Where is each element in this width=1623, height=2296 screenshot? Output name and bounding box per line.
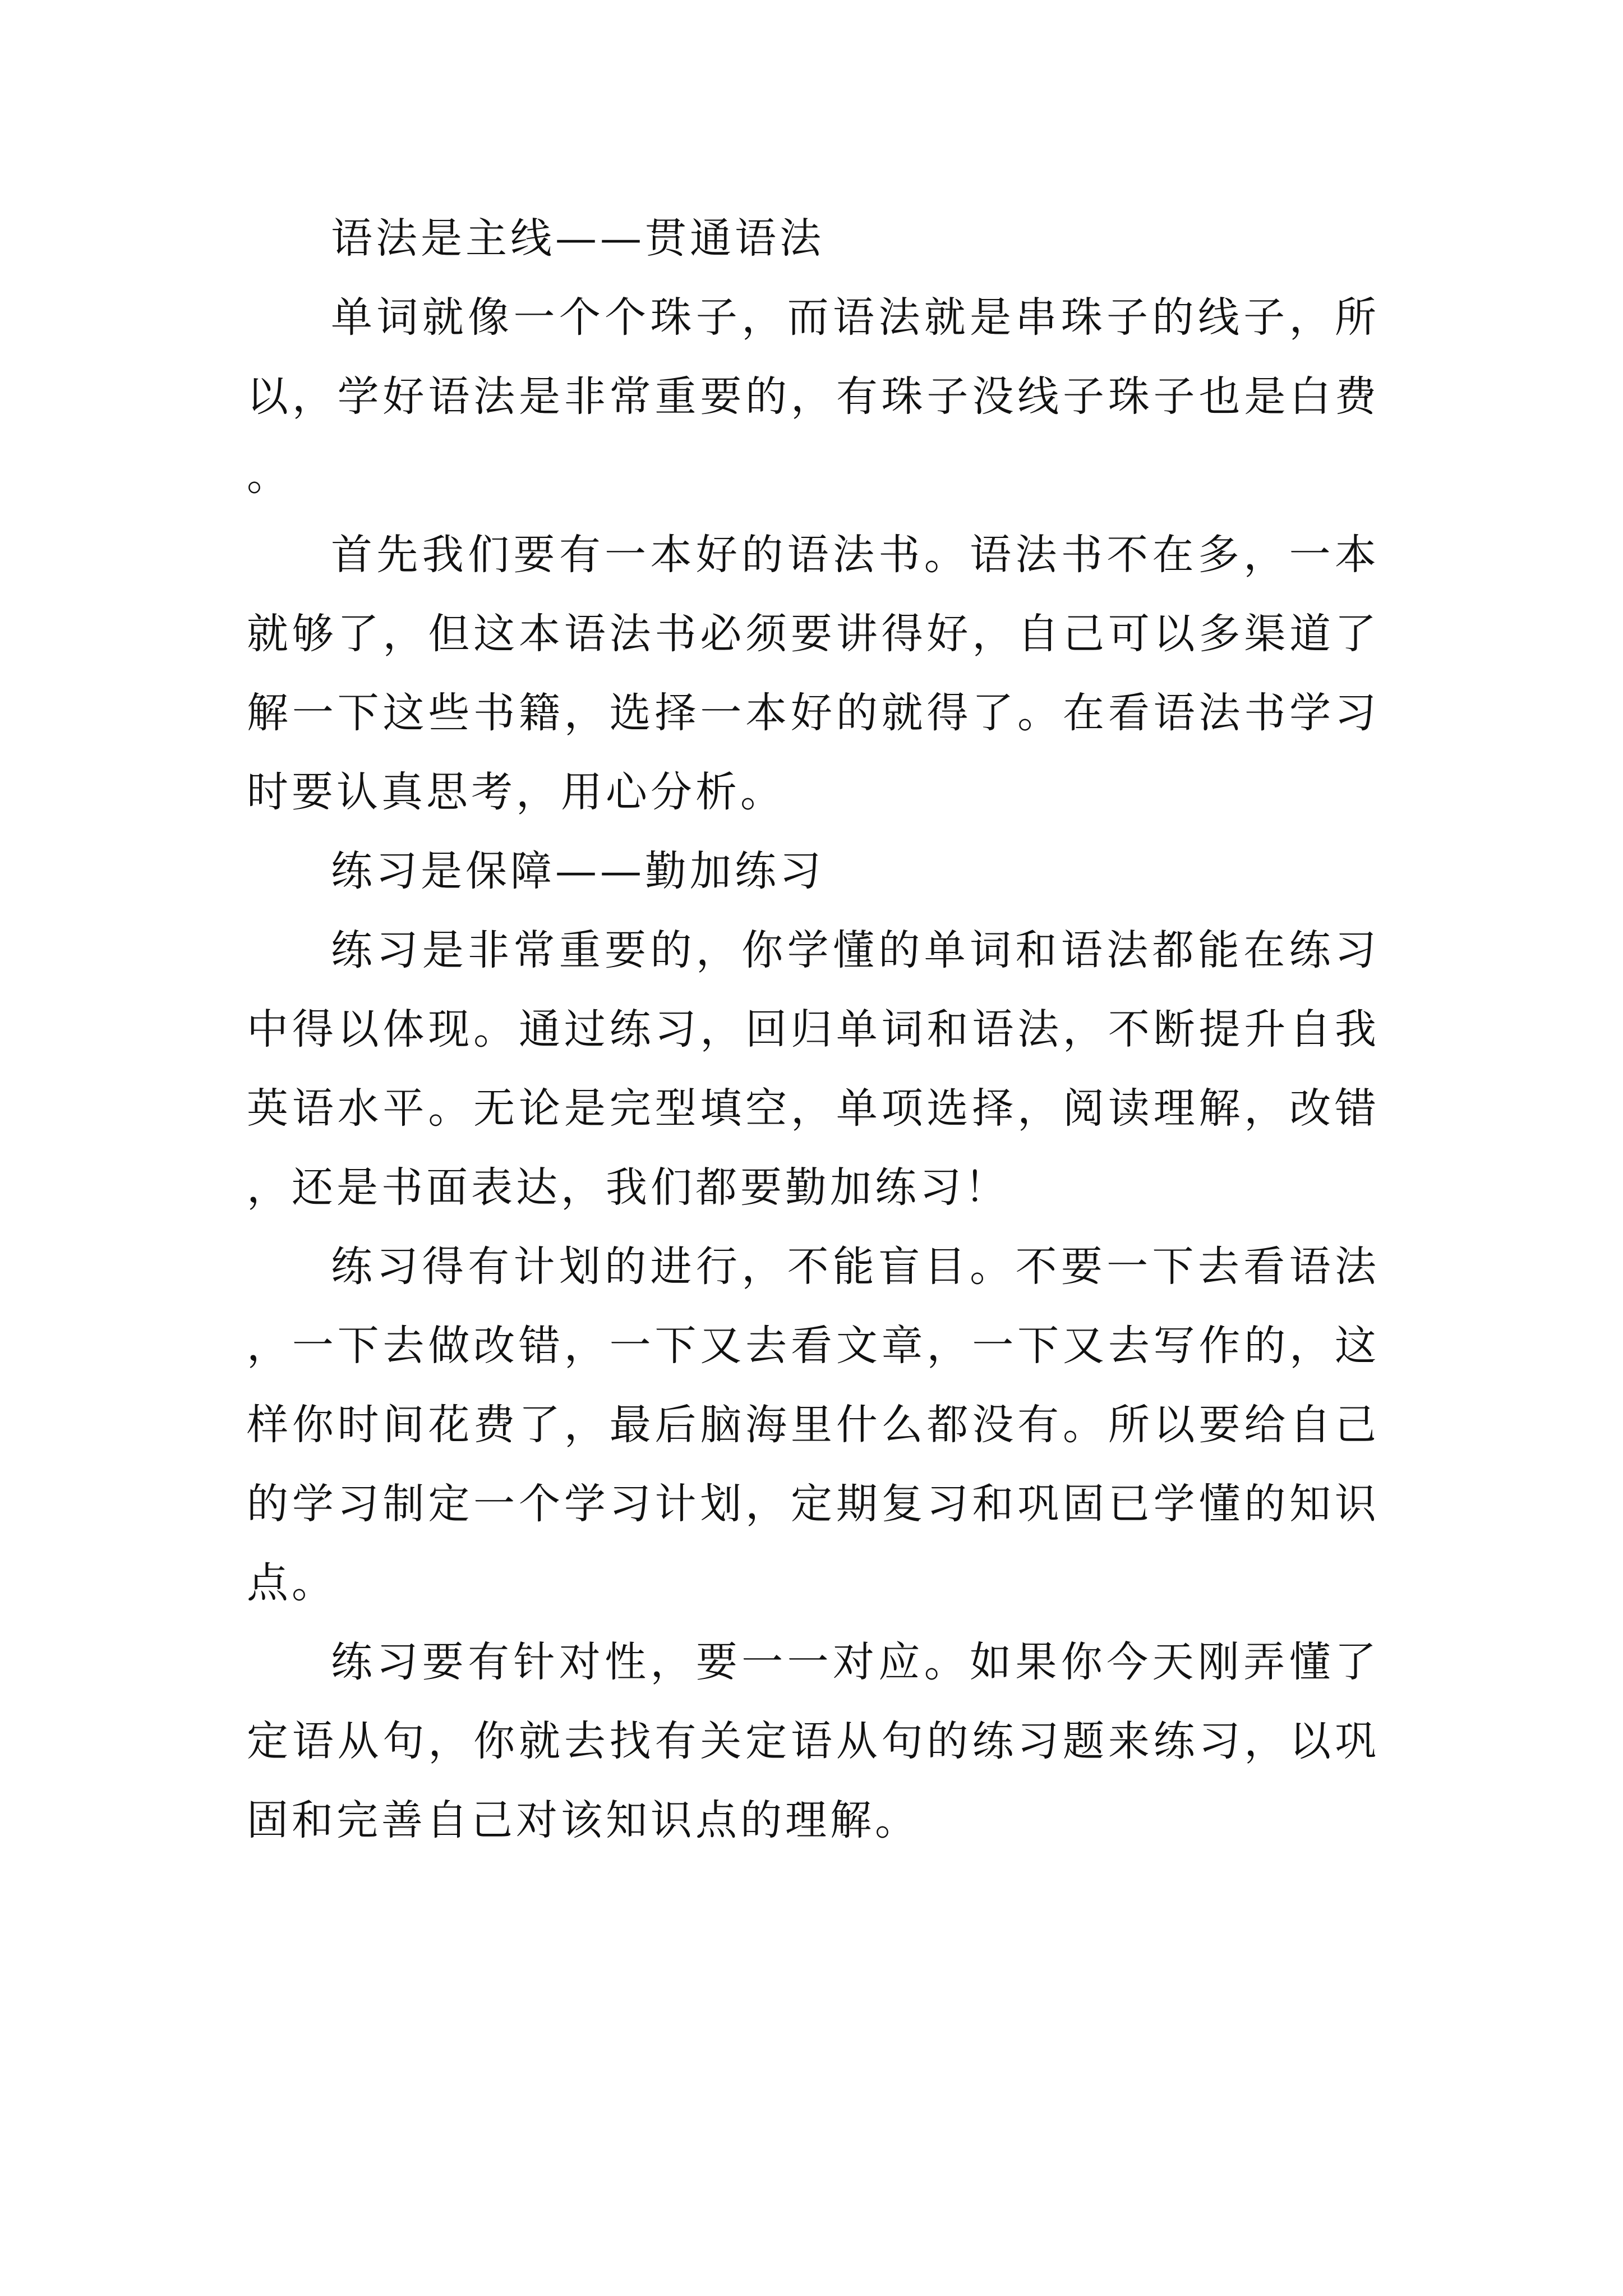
paragraph-practice-plan: 练习得有计划的进行，不能盲目。不要一下去看语法，一下去做改错，一下又去看文章，一下又去写作的，这样你时间花费了，最后脑海里什么都没有。所以要给自己的学习制定一个学习计划，定期复习和巩固已学懂的知识点。 xyxy=(247,1243,1380,1607)
paragraph-grammar-book: 首先我们要有一本好的语法书。语法书不在多，一本就够了，但这本语法书必须要讲得好，自己可以多渠道了解一下这些书籍，选择一本好的就得了。在看语法书学习时要认真思考，用心分析。 xyxy=(247,531,1380,816)
section-heading-practice: 练习是保障——勤加练习 xyxy=(331,847,824,895)
paragraph-practice-importance: 练习是非常重要的，你学懂的单词和语法都能在练习中得以体现。通过练习，回归单词和语法，不断提升自我英语水平。无论是完型填空，单项选择，阅读理解，改错，还是书面表达，我们都要勤加练习！ xyxy=(247,926,1380,1212)
paragraph-grammar-analogy: 单词就像一个个珠子，而语法就是串珠子的线子，所以，学好语法是非常重要的，有珠子没线子珠子也是白费。 xyxy=(247,293,1380,500)
section-heading-grammar: 语法是主线——贯通语法 xyxy=(331,214,824,263)
document-body xyxy=(247,199,1380,1860)
paragraph-practice-targeted: 练习要有针对性，要一一对应。如果你今天刚弄懂了定语从句，你就去找有关定语从句的练习题来练习，以巩固和完善自己对该知识点的理解。 xyxy=(247,1638,1380,1844)
